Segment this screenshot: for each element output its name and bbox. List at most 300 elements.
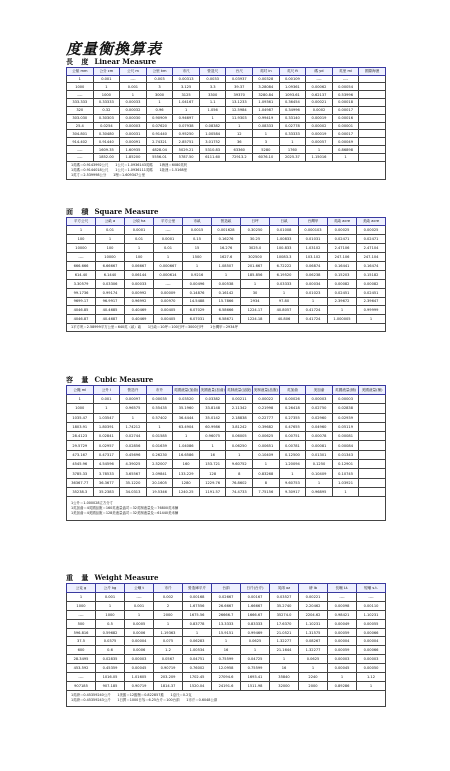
table-cell: 1520.04 [183, 681, 212, 690]
table-row [67, 234, 386, 243]
table-cell: 3 [146, 83, 173, 91]
table-cell: 0.30303 [93, 114, 120, 122]
table-cell: 4828.04 [146, 146, 173, 154]
note-line: 1英碼＝0.9144018公尺 1公尺＝1.0936111英碼 1陸浬＝1.5168里 [71, 167, 188, 172]
table-cell: 0.00035 [146, 395, 173, 404]
table-cell: 0.04725 [241, 655, 270, 664]
column-header: 台兩 [212, 584, 241, 593]
column-header: 長噸 Lt. [328, 584, 357, 593]
table-cell: 24191.6 [212, 681, 241, 690]
table-cell: 1 [173, 106, 200, 114]
table-cell: 4.39025 [120, 460, 147, 469]
table-cell: ---- [67, 153, 94, 161]
table-cell: 1.32277 [299, 646, 328, 655]
table-cell: 303.030 [67, 114, 94, 122]
table-cell: 1 [270, 288, 299, 297]
table-cell: 13.1233 [226, 99, 253, 107]
table-cell [359, 146, 386, 154]
table-cell: 0.00009 [154, 288, 183, 297]
table-cell: 0.41724 [299, 315, 328, 324]
table-cell: 0.00019 [306, 114, 333, 122]
table-cell: 1.60935 [120, 146, 147, 154]
table-cell: 0.27355 [279, 413, 306, 422]
table-cell: 0.00081 [332, 432, 359, 441]
table-cell: 0.00405 [154, 315, 183, 324]
table-cell: 1 [212, 637, 241, 646]
table-cell: 3125 [173, 91, 200, 99]
table-cell: 0.0254 [93, 122, 120, 130]
table-cell: 1.15016 [306, 153, 333, 161]
table-cell: 0.00221 [299, 593, 328, 602]
table-cell: 0.00057 [306, 138, 333, 146]
table-cell: 3 [253, 138, 280, 146]
table-cell: 0.01 [96, 226, 125, 235]
column-header: 英國液量(桶) [332, 386, 359, 395]
table-cell: 2.39672 [328, 297, 357, 306]
table-cell: 1 [67, 395, 94, 404]
table-cell: ---- [120, 75, 147, 83]
column-header: 公頃 ha [125, 218, 154, 226]
column-header: 公厘 mm [67, 68, 94, 76]
table-cell: 0.62137 [306, 91, 333, 99]
table-cell: 1511.98 [241, 681, 270, 690]
table-row [67, 422, 386, 431]
table-cell: 0.000667 [154, 261, 183, 270]
table-cell: 0.00313 [173, 75, 200, 83]
section-notes [66, 691, 386, 707]
table-cell: 0.45696 [120, 450, 147, 459]
table-cell: 15.7866 [212, 297, 241, 306]
table-cell: 100 [67, 234, 96, 243]
table-row [67, 441, 386, 450]
table-cell: 0.00992 [125, 288, 154, 297]
table-row [67, 619, 386, 628]
table-cell [359, 432, 386, 441]
table-cell: 0.000103 [299, 226, 328, 235]
table-cell: 0.45359 [96, 664, 125, 673]
table-cell: 0.01023 [299, 288, 328, 297]
column-header: 美國液量(加侖) [199, 386, 226, 395]
table-cell: 74.4733 [226, 487, 253, 496]
table-cell: 35.1960 [173, 404, 200, 413]
table-cell: 0.16474 [357, 261, 386, 270]
table-cell: 0.03306 [96, 279, 125, 288]
table-cell: 35274.0 [270, 610, 299, 619]
table-cell: 0.08267 [299, 637, 328, 646]
column-header: 台灣甲 [299, 218, 328, 226]
section-title-en: Linear Measure [94, 57, 157, 66]
table-cell: 39370 [226, 91, 253, 99]
table-cell [359, 106, 386, 114]
table-cell: 1 [67, 593, 96, 602]
table-cell: 100.833 [270, 243, 299, 252]
table-cell: 0.07620 [146, 122, 173, 130]
table-row [67, 83, 386, 91]
column-header: 英里 mi [332, 68, 359, 76]
table-cell: 907185 [67, 681, 96, 690]
table-cell: 0.00045 [328, 664, 357, 673]
table-cell: 0.00054 [332, 83, 359, 91]
table-cell: 0.03520 [173, 395, 200, 404]
table-cell: 0.00004 [328, 637, 357, 646]
table-cell: 96.9917 [96, 297, 125, 306]
table-cell: 3.28084 [253, 83, 280, 91]
table-cell: 40.806 [270, 315, 299, 324]
table-cell: 0.40469 [125, 306, 154, 315]
column-header: 美加侖 [306, 386, 333, 395]
table-cell: 1702.45 [183, 673, 212, 682]
table-cell: 0.00021 [306, 99, 333, 107]
linear-measure-section [66, 57, 386, 180]
section-title-zh: 重 量 [66, 573, 92, 582]
table-cell: 0.55435 [146, 404, 173, 413]
column-header: 英兩 oz [270, 584, 299, 593]
table-cell: 0.00031 [120, 130, 147, 138]
table-cell: 2000 [154, 610, 183, 619]
table-cell: 2.52007 [146, 460, 173, 469]
table-row [67, 114, 386, 122]
table-cell: 4046.85 [67, 306, 96, 315]
table-row [67, 487, 386, 496]
table-cell: 0.00033 [120, 99, 147, 107]
table-cell: 1.1 [199, 99, 226, 107]
header-row [67, 68, 386, 76]
table-cell [359, 153, 386, 161]
table-cell: 11.9303 [226, 114, 253, 122]
table-cell: 33.8148 [199, 404, 226, 413]
table-cell: 3000 [146, 91, 173, 99]
table-cell: 36.3677 [93, 478, 120, 487]
column-header: 平方公尺 [67, 218, 96, 226]
table-cell: 100 [96, 243, 125, 252]
table-cell: 0.0567 [154, 655, 183, 664]
table-cell: 1 [226, 122, 253, 130]
column-header: 英加侖 [279, 386, 306, 395]
table-cell: 1.08507 [212, 261, 241, 270]
table-cell: ---- [67, 91, 94, 99]
table-cell: 5787.50 [173, 153, 200, 161]
table-cell: 35238.3 [67, 487, 94, 496]
table-cell: 0.04751 [183, 655, 212, 664]
table-row [67, 593, 386, 602]
table-cell: 0.83333 [241, 619, 270, 628]
table-cell: 0.47317 [93, 450, 120, 459]
table-cell: 0.0033 [199, 75, 226, 83]
table-cell: 21.0521 [270, 628, 299, 637]
table-cell: 0.16441 [328, 261, 357, 270]
table-cell: 0.33140 [279, 114, 306, 122]
table-cell: 40.4685 [96, 306, 125, 315]
note-line: 1英磅＝0.45359243公斤 1日貫＝1000日匁＝6.25台斤＝100台兩 1市斤＝0.6048公兩 [71, 698, 218, 703]
table-cell: 5310.83 [199, 146, 226, 154]
table-cell: ---- [67, 673, 96, 682]
table-cell: 0.00055 [357, 619, 386, 628]
table-cell: 1 [125, 243, 154, 252]
section-title [66, 57, 386, 67]
table-row [67, 646, 386, 655]
note-line: 1美加侖＝4美國品脫＝128美液量盎司＝32美制液量及＝61440美米爾 [71, 511, 179, 516]
table-cell: 0.10409 [306, 469, 333, 478]
table-cell: 32000 [270, 681, 299, 690]
table-cell: 1 [253, 130, 280, 138]
table-row [67, 610, 386, 619]
table-cell [359, 413, 386, 422]
table-cell: 0.00059 [328, 628, 357, 637]
note-line: 1英寸＝2.539998公分 1哩＝1.609347公里 [71, 172, 145, 177]
table-cell: 1 [154, 619, 183, 628]
table-cell: 1093.61 [279, 91, 306, 99]
table-cell [359, 114, 386, 122]
table-cell: 0.00751 [279, 432, 306, 441]
table-cell: 1 [328, 673, 357, 682]
table-cell: 0.00781 [279, 441, 306, 450]
table-cell: 0.21998 [253, 404, 280, 413]
table-cell: 1 [253, 460, 280, 469]
table-cell: 21.1644 [270, 646, 299, 655]
table-cell: 63.4904 [173, 422, 200, 431]
square-measure-table [66, 217, 386, 324]
table-cell: 0.0625 [299, 655, 328, 664]
table-cell: 0.57402 [146, 413, 173, 422]
column-header: 英畝 acre [328, 218, 357, 226]
table-cell: 0.96992 [125, 297, 154, 306]
column-header: 磅 lb [299, 584, 328, 593]
table-cell: 1 [125, 610, 154, 619]
table-cell: 9699.17 [67, 297, 96, 306]
table-cell: 0.02957 [93, 441, 120, 450]
table-cell: 10083.3 [270, 252, 299, 261]
table-row [67, 106, 386, 114]
weight-measure-section [66, 573, 386, 707]
column-header: 公尺 m [120, 68, 147, 76]
table-cell: 0.00066 [357, 646, 386, 655]
table-cell: 185.856 [241, 270, 270, 279]
table-cell: 0.00098 [328, 601, 357, 610]
table-cell: 1000 [67, 83, 94, 91]
table-cell: 0.00167 [241, 593, 270, 602]
table-cell: ---- [154, 226, 183, 235]
section-title-en: Cubic Measure [94, 375, 154, 384]
table-cell: 1035.47 [67, 413, 94, 422]
table-cell: 3300 [199, 91, 226, 99]
table-cell: 0.33333 [279, 130, 306, 138]
table-cell: 0.02778 [279, 122, 306, 130]
table-cell: 0.99469 [241, 628, 270, 637]
table-cell: 13.3333 [212, 619, 241, 628]
table-cell: 1224.18 [241, 315, 270, 324]
table-cell: 0.00328 [253, 75, 280, 83]
table-cell: 1229.76 [199, 478, 226, 487]
table-cell: 0.0006 [125, 628, 154, 637]
table-cell: 0.02451 [357, 288, 386, 297]
table-cell: 1 [120, 413, 147, 422]
column-header: 國際海浬 [359, 68, 386, 76]
table-cell: 1.2 [154, 646, 183, 655]
table-cell: 0.0001 [125, 226, 154, 235]
table-row [67, 664, 386, 673]
table-cell: 12 [226, 130, 253, 138]
table-cell: 2025.37 [279, 153, 306, 161]
table-cell: 0.33333 [93, 99, 120, 107]
table-cell: 16 [270, 664, 299, 673]
table-cell: 29.5729 [67, 441, 94, 450]
table-cell: 0.00025 [357, 226, 386, 235]
table-cell: 3.78533 [93, 469, 120, 478]
table-cell: 1.04086 [173, 441, 200, 450]
column-header: 公撮 ml [67, 386, 94, 395]
table-cell: 1 [96, 234, 125, 243]
column-header: 市升 [146, 386, 173, 395]
table-row [67, 226, 386, 235]
table-cell: 0.02471 [328, 234, 357, 243]
table-cell: 72913.2 [226, 153, 253, 161]
table-cell: 16.6586 [173, 450, 200, 459]
column-header: 平方公里 [154, 218, 183, 226]
table-cell: 0.0625 [241, 637, 270, 646]
table-cell: 0.00016 [332, 114, 359, 122]
table-cell: 1760 [279, 146, 306, 154]
table-cell: 36 [226, 138, 253, 146]
table-row [67, 91, 386, 99]
table-cell: 0.14876 [183, 288, 212, 297]
table-cell: 0.001 [125, 601, 154, 610]
table-cell [359, 395, 386, 404]
table-row [67, 99, 386, 107]
table-cell: 1.03102 [299, 243, 328, 252]
table-cell: 0.06874 [299, 261, 328, 270]
table-cell: 0.02744 [120, 432, 147, 441]
table-cell: 2.18838 [226, 413, 253, 422]
table-cell: 0.00003 [357, 655, 386, 664]
table-cell: 0.03382 [199, 395, 226, 404]
table-cell: 7.75156 [253, 487, 280, 496]
table-cell: 0.04960 [306, 422, 333, 431]
table-cell: 0.1250 [306, 460, 333, 469]
table-cell: 0.99419 [253, 114, 280, 122]
table-cell: 1 [183, 628, 212, 637]
table-cell: 1803.91 [67, 422, 94, 431]
table-cell: 0.16276 [212, 234, 241, 243]
table-cell: 19.5346 [146, 487, 173, 496]
table-row [67, 478, 386, 487]
table-cell: 0.00625 [253, 432, 280, 441]
table-cell: 0.06667 [125, 261, 154, 270]
table-cell: 0.01301 [306, 450, 333, 459]
table-row [67, 153, 386, 161]
table-cell: 4.54596 [93, 460, 120, 469]
section-title-en: Weight Measure [94, 573, 159, 582]
table-cell: 0.001 [96, 593, 125, 602]
table-cell: 1.66667 [241, 601, 270, 610]
table-cell: 1 [154, 252, 183, 261]
table-cell: 3.01752 [199, 138, 226, 146]
table-cell: 0.00538 [212, 279, 241, 288]
table-cell: 1000 [67, 601, 96, 610]
table-cell: 0.06144 [125, 270, 154, 279]
table-cell: 15 [183, 243, 212, 252]
table-cell: 0.01008 [270, 226, 299, 235]
table-cell: 600 [67, 646, 96, 655]
table-cell: 20.1605 [146, 478, 173, 487]
table-cell: 0.03333 [270, 279, 299, 288]
table-cell: 6.66667 [96, 261, 125, 270]
table-cell: 6.58671 [212, 315, 241, 324]
note-line: 1平方呎＝2.58999平方公里＝640英（畝）畝 1日畝＝10坪＝100日坪＝3000日坪 1台灣甲＝2934坪 [71, 325, 238, 330]
table-cell: 0.00017 [332, 130, 359, 138]
table-cell: 0.00970 [154, 297, 183, 306]
column-header: 公畝 a [96, 218, 125, 226]
table-cell: 0.00082 [357, 279, 386, 288]
table-cell: 0.26418 [279, 404, 306, 413]
table-cell: 1.01605 [125, 673, 154, 682]
notes-column [71, 501, 381, 516]
table-cell: 0.075 [154, 637, 183, 646]
table-cell: 6.58666 [212, 306, 241, 315]
square-measure-section [66, 207, 386, 332]
table-cell: 0.0005 [125, 619, 154, 628]
table-cell: 1.85200 [120, 153, 147, 161]
table-cell: 1 [306, 478, 333, 487]
section-notes [66, 497, 386, 521]
table-cell: 160 [173, 460, 200, 469]
table-cell: 0.96075 [199, 432, 226, 441]
table-cell: 0.26230 [146, 450, 173, 459]
table-row [67, 655, 386, 664]
table-cell: 1.20094 [279, 460, 306, 469]
table-cell: 6.1440 [96, 270, 125, 279]
table-row [67, 75, 386, 83]
table-cell: 6.72222 [270, 261, 299, 270]
table-cell: 63360 [226, 146, 253, 154]
table-cell: 27094.6 [212, 673, 241, 682]
table-cell: 1609.35 [93, 146, 120, 154]
table-cell [359, 478, 386, 487]
table-cell: 0.00019 [306, 130, 333, 138]
table-cell: 4545.96 [67, 460, 94, 469]
table-cell: ---- [357, 593, 386, 602]
note-line: 1英磅＝0.45359240公斤 1美擔＝12擔衡＝0.822857擔 1亞氏＝0.2克 [71, 693, 192, 698]
table-row [67, 628, 386, 637]
table-cell: ---- [306, 75, 333, 83]
column-header: 日坪 [241, 218, 270, 226]
table-cell: 0.02750 [306, 404, 333, 413]
table-cell: 0.12500 [279, 450, 306, 459]
table-cell: 1280 [173, 478, 200, 487]
table-cell: 0.02841 [93, 432, 120, 441]
table-cell: 0.00049 [332, 138, 359, 146]
table-row [67, 637, 386, 646]
table-cell: 1.00584 [199, 130, 226, 138]
table-cell: 0.99174 [96, 288, 125, 297]
table-cell: 0.001 [93, 395, 120, 404]
table-cell: 1.10231 [299, 619, 328, 628]
table-row [67, 252, 386, 261]
table-row [67, 243, 386, 252]
table-cell: 0.01585 [146, 432, 173, 441]
table-cell: 153.721 [199, 460, 226, 469]
column-header: 英尺 ft [279, 68, 306, 76]
table-cell: 28.4123 [67, 432, 94, 441]
table-cell: 0.32 [93, 106, 120, 114]
table-cell: 60.9986 [199, 422, 226, 431]
table-cell: 0.00004 [357, 637, 386, 646]
table-cell: 0.000614 [154, 270, 183, 279]
table-cell: 596.816 [67, 628, 96, 637]
table-cell: 6.07031 [183, 315, 212, 324]
table-cell: 1 [241, 279, 270, 288]
table-cell: ---- [332, 75, 359, 83]
table-cell: 1.10231 [357, 610, 386, 619]
